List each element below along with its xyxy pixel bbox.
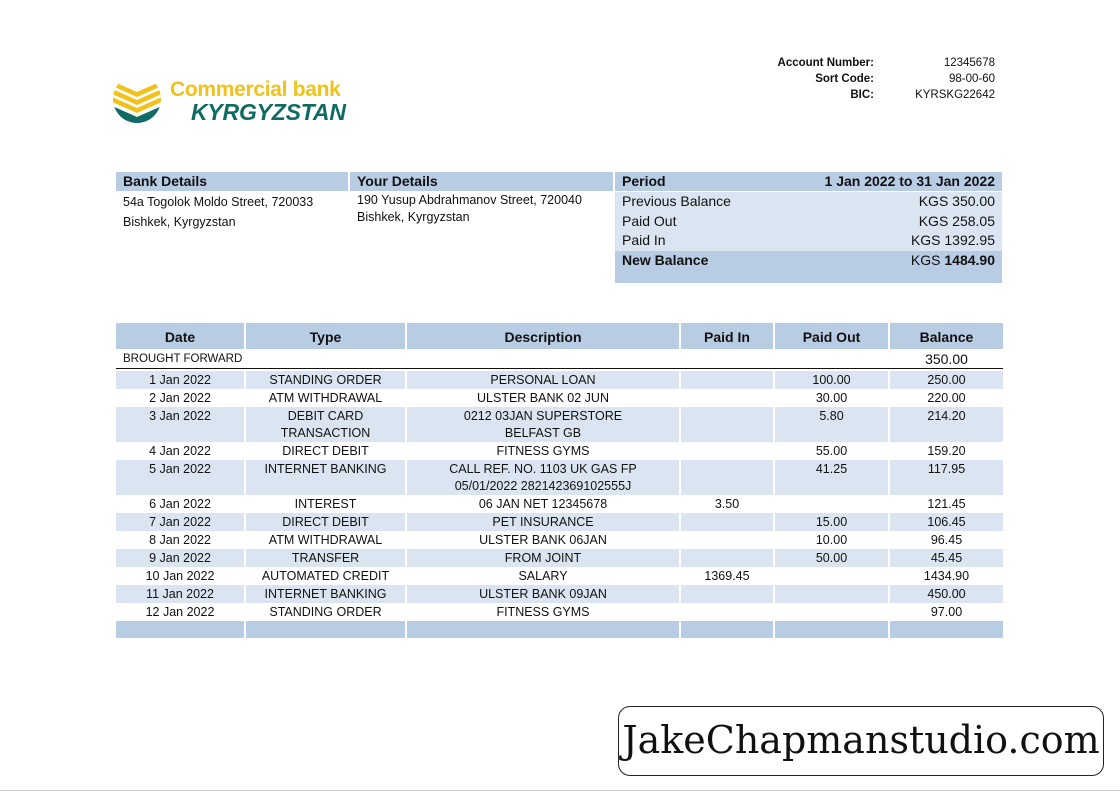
row-type-line: ATM WITHDRAWAL [268, 391, 383, 405]
row-balance: 1434.90 [923, 569, 970, 583]
row-description [407, 586, 679, 603]
row-balance: 450.00 [927, 587, 966, 601]
row-type [246, 568, 405, 585]
column-separator [244, 531, 246, 549]
column-separator [888, 407, 890, 442]
row-type-line: STANDING ORDER [269, 373, 382, 387]
col-type-header: Type [246, 323, 405, 349]
column-separator [773, 567, 775, 585]
new-balance-value [911, 251, 995, 271]
column-separator [405, 513, 407, 531]
period-value: 1 Jan 2022 to 31 Jan 2022 [824, 173, 995, 189]
table-row [116, 371, 1003, 389]
row-date: 6 Jan 2022 [149, 497, 211, 511]
row-type-line: TRANSACTION [280, 426, 371, 440]
row-balance: 117.95 [927, 462, 966, 476]
row-balance: 159.20 [927, 444, 966, 458]
column-separator [244, 371, 246, 389]
row-paid-out: 15.00 [815, 515, 848, 529]
row-paid-out: 55.00 [815, 444, 848, 458]
column-separator [244, 495, 246, 513]
table-row [116, 495, 1003, 513]
column-separator [405, 371, 407, 389]
column-separator [773, 442, 775, 460]
column-separator [679, 371, 681, 389]
column-separator [773, 407, 775, 442]
column-separator [405, 567, 407, 585]
bic-label: BIC: [850, 89, 874, 101]
column-separator [773, 531, 775, 549]
new-balance-currency: KGS [910, 251, 941, 268]
customer-address [357, 192, 582, 226]
table-row [116, 407, 1003, 442]
col-date-header: Date [116, 323, 244, 349]
row-date: 3 Jan 2022 [149, 409, 211, 423]
col-paid-out-header: Paid Out [775, 323, 888, 349]
previous-balance-label: Previous Balance [622, 193, 731, 209]
column-separator [679, 567, 681, 585]
column-separator [405, 585, 407, 603]
brought-forward-label: BROUGHT FORWARD [123, 353, 243, 365]
row-description-line: BELFAST GB [504, 426, 582, 440]
row-date: 10 Jan 2022 [145, 569, 215, 583]
row-date: 11 Jan 2022 [146, 587, 214, 601]
col-balance-header: Balance [890, 323, 1003, 349]
row-type-line: DEBIT CARD [287, 409, 364, 423]
row-balance: 96.45 [930, 533, 963, 547]
paid-out-label: Paid Out [622, 212, 677, 229]
column-separator [244, 585, 246, 603]
summary-footer-bar [615, 270, 1002, 283]
column-separator [773, 549, 775, 567]
row-type-line: ATM WITHDRAWAL [268, 533, 383, 547]
column-separator [679, 442, 681, 460]
account-number-value: 12345678 [943, 57, 995, 69]
column-separator [888, 513, 890, 531]
row-description-line: PET INSURANCE [492, 515, 594, 529]
row-type-line: INTEREST [294, 497, 357, 511]
column-separator [405, 495, 407, 513]
table-row [116, 585, 1003, 603]
column-separator [773, 621, 775, 638]
row-type [246, 496, 405, 513]
bank-details-heading: Bank Details [116, 172, 348, 191]
row-description [407, 443, 679, 460]
row-type-line: TRANSFER [291, 551, 360, 565]
column-separator [405, 549, 407, 567]
row-description-line: ULSTER BANK 09JAN [479, 587, 607, 601]
bank-logo-icon [112, 74, 162, 124]
column-separator [244, 621, 246, 638]
bank-address [123, 192, 313, 232]
row-balance: 106.45 [927, 515, 966, 529]
row-description [407, 461, 679, 495]
table-footer-bar [116, 621, 1003, 638]
row-type [246, 372, 405, 389]
row-type [246, 532, 405, 549]
row-paid-out: 30.00 [815, 391, 848, 405]
column-separator [888, 495, 890, 513]
row-description [407, 604, 679, 621]
column-separator [888, 567, 890, 585]
row-description [407, 514, 679, 531]
column-separator [405, 407, 407, 442]
column-separator [679, 549, 681, 567]
summary-previous-row [615, 192, 1002, 212]
logo-text-line2: KYRGYZSTAN [191, 99, 346, 125]
column-separator [405, 603, 407, 621]
page-bottom-rule [0, 790, 1120, 791]
column-separator [888, 389, 890, 407]
table-row [116, 389, 1003, 407]
new-balance-amount: 1484.90 [944, 251, 995, 268]
row-description-line: CALL REF. NO. 1103 UK GAS FP [449, 462, 637, 476]
row-type [246, 586, 405, 603]
column-separator [773, 371, 775, 389]
column-separator [244, 389, 246, 407]
row-date: 8 Jan 2022 [149, 533, 211, 547]
row-date: 9 Jan 2022 [149, 551, 211, 565]
row-date: 4 Jan 2022 [149, 444, 211, 458]
row-paid-out: 10.00 [815, 533, 848, 547]
logo-text-line1: Commercial bank [170, 78, 341, 101]
table-row [116, 460, 1003, 495]
column-separator [244, 442, 246, 460]
row-paid-out: 100.00 [812, 373, 851, 387]
col-description-header: Description [407, 323, 679, 349]
summary-paid-in-row [615, 231, 1002, 251]
account-number-label: Account Number: [777, 57, 874, 69]
row-description [407, 550, 679, 567]
row-description-line: 06 JAN NET 12345678 [478, 497, 608, 511]
row-description-line: 05/01/2022 282142369102555J [454, 479, 632, 493]
row-type-line: STANDING ORDER [269, 605, 382, 619]
column-separator [888, 585, 890, 603]
table-row [116, 513, 1003, 531]
summary-paid-out-row [615, 212, 1002, 232]
brought-forward-row [116, 349, 1003, 368]
column-separator [679, 513, 681, 531]
row-paid-out: 5.80 [819, 409, 844, 423]
brought-forward-balance: 350.00 [925, 351, 968, 367]
column-separator [679, 460, 681, 495]
row-date: 7 Jan 2022 [149, 515, 211, 529]
row-balance: 45.45 [930, 551, 963, 565]
row-type-line: DIRECT DEBIT [282, 444, 369, 458]
row-paid-out: 50.00 [815, 551, 848, 565]
column-separator [773, 513, 775, 531]
column-separator [773, 585, 775, 603]
row-type [246, 443, 405, 460]
summary-period-row [615, 172, 1002, 191]
your-details-heading: Your Details [350, 172, 613, 191]
customer-address-line2: Bishkek, Kyrgyzstan [357, 210, 470, 224]
period-label: Period [622, 173, 666, 189]
row-type [246, 461, 405, 478]
column-separator [888, 621, 890, 638]
row-paid-out: 41.25 [815, 462, 848, 476]
summary-new-balance-row [615, 251, 1002, 271]
column-separator [773, 495, 775, 513]
row-type [246, 514, 405, 531]
column-separator [679, 603, 681, 621]
row-balance: 214.20 [927, 409, 966, 423]
column-separator [888, 442, 890, 460]
customer-address-line1: 190 Yusup Abdrahmanov Street, 720040 [357, 193, 582, 207]
column-separator [244, 407, 246, 442]
row-type-line: AUTOMATED CREDIT [261, 569, 390, 583]
row-balance: 250.00 [927, 373, 966, 387]
column-separator [244, 567, 246, 585]
row-type-line: INTERNET BANKING [264, 462, 387, 476]
table-row [116, 567, 1003, 585]
paid-in-value: KGS 1392.95 [910, 232, 995, 248]
row-date: 1 Jan 2022 [149, 373, 211, 387]
column-separator [679, 585, 681, 603]
previous-balance-value: KGS 350.00 [918, 193, 995, 209]
column-separator [773, 389, 775, 407]
row-description-line: FROM JOINT [504, 551, 582, 565]
column-separator [888, 460, 890, 495]
column-separator [888, 531, 890, 549]
row-description-line: ULSTER BANK 06JAN [479, 533, 607, 547]
row-type [246, 390, 405, 407]
bank-address-line2: Bishkek, Kyrgyzstan [123, 215, 236, 229]
column-separator [405, 460, 407, 495]
transactions-header [116, 323, 1003, 349]
watermark-box: JakeChapmanstudio.com [618, 706, 1104, 776]
column-separator [773, 603, 775, 621]
new-balance-label: New Balance [622, 251, 709, 268]
row-type-line: INTERNET BANKING [264, 587, 387, 601]
table-row [116, 603, 1003, 621]
row-date: 2 Jan 2022 [149, 391, 211, 405]
row-balance: 97.00 [930, 605, 963, 619]
row-balance: 220.00 [927, 391, 966, 405]
column-separator [405, 531, 407, 549]
row-balance: 121.45 [927, 497, 966, 511]
column-separator [405, 442, 407, 460]
row-date: 12 Jan 2022 [145, 605, 215, 619]
column-separator [888, 549, 890, 567]
bic-value: KYRSKG22642 [915, 89, 995, 101]
row-description-line: PERSONAL LOAN [490, 373, 596, 387]
column-separator [244, 460, 246, 495]
col-paid-in-header: Paid In [681, 323, 773, 349]
sort-code-label: Sort Code: [815, 73, 874, 85]
table-row [116, 549, 1003, 567]
column-separator [244, 549, 246, 567]
column-separator [244, 513, 246, 531]
row-type [246, 550, 405, 567]
column-separator [773, 460, 775, 495]
paid-out-value: KGS 258.05 [918, 212, 995, 229]
row-description [407, 568, 679, 585]
column-separator [405, 389, 407, 407]
row-description [407, 532, 679, 549]
row-type-line: DIRECT DEBIT [282, 515, 369, 529]
column-separator [679, 531, 681, 549]
row-date: 5 Jan 2022 [149, 462, 211, 476]
row-paid-in: 3.50 [714, 497, 740, 511]
bank-address-line1: 54a Togolok Moldo Street, 720033 [123, 195, 314, 209]
column-separator [244, 603, 246, 621]
column-separator [888, 603, 890, 621]
row-description-line: FITNESS GYMS [496, 605, 590, 619]
row-description [407, 408, 679, 442]
column-separator [405, 621, 407, 638]
row-description-line: FITNESS GYMS [496, 444, 590, 458]
row-type [246, 604, 405, 621]
row-description [407, 496, 679, 513]
sort-code-value: 98-00-60 [948, 73, 995, 85]
column-separator [888, 371, 890, 389]
column-separator [679, 389, 681, 407]
row-description [407, 372, 679, 389]
row-paid-in: 1369.45 [704, 569, 750, 583]
bank-logo [112, 74, 352, 126]
table-row [116, 442, 1003, 460]
table-row [116, 531, 1003, 549]
row-description-line: SALARY [518, 569, 568, 583]
column-separator [679, 495, 681, 513]
column-separator [679, 407, 681, 442]
paid-in-label: Paid In [622, 232, 666, 248]
brought-forward-rule [116, 368, 1003, 369]
row-type [246, 408, 405, 442]
row-description-line: 0212 03JAN SUPERSTORE [463, 409, 623, 423]
column-separator [679, 621, 681, 638]
row-description [407, 390, 679, 407]
row-description-line: ULSTER BANK 02 JUN [477, 391, 609, 405]
